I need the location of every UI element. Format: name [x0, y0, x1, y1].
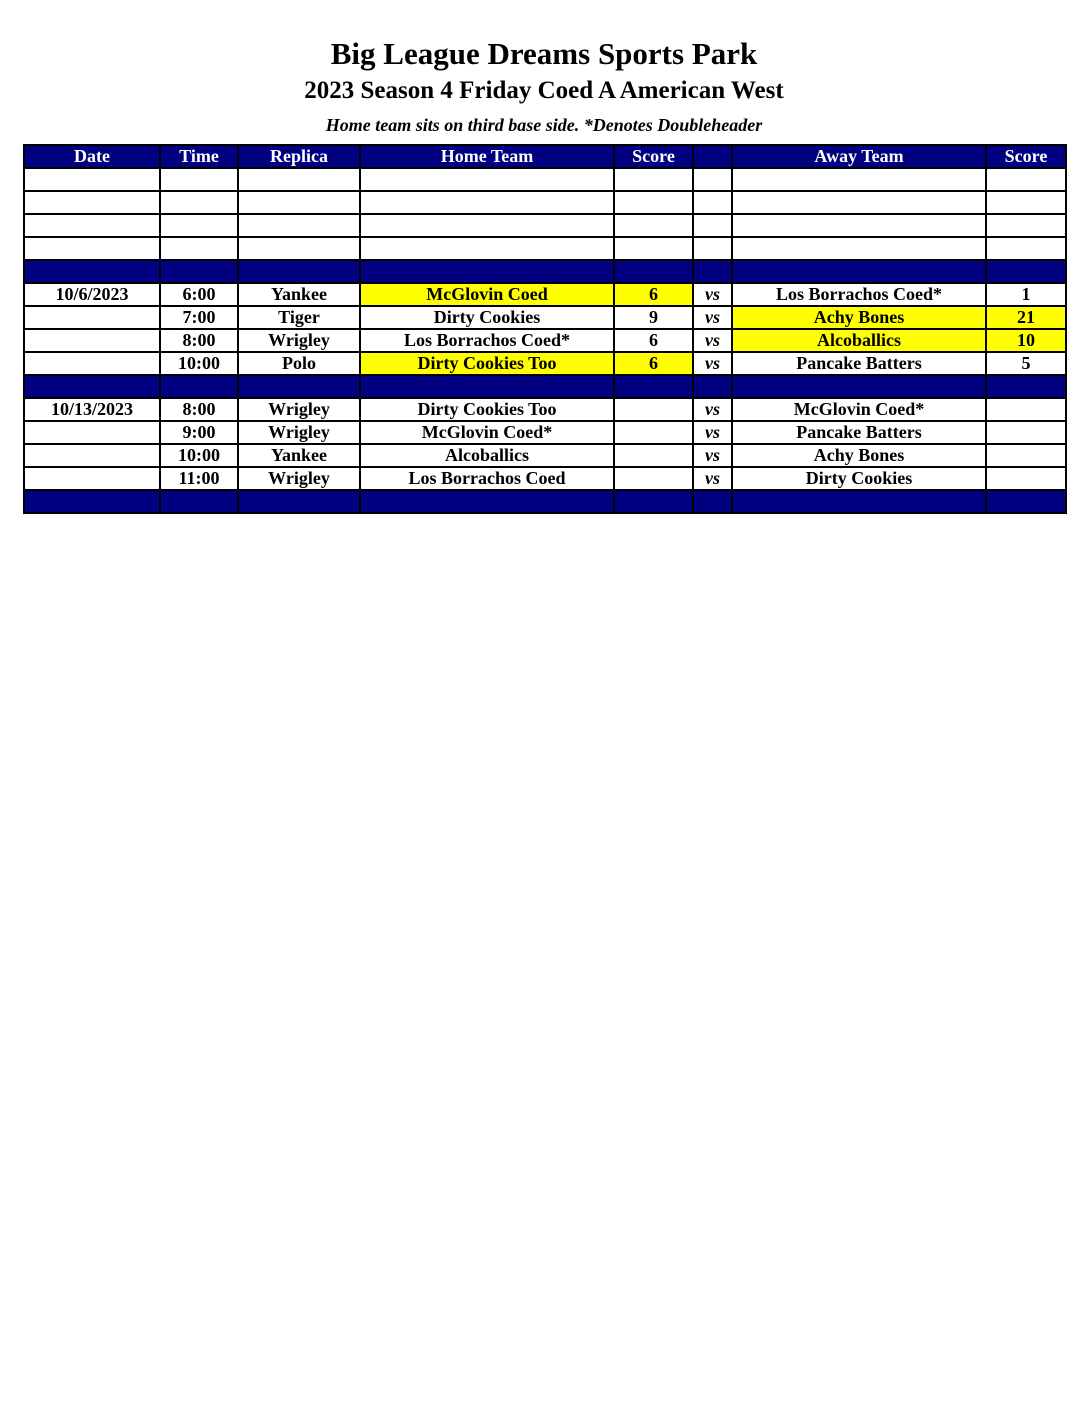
- away-score: 5: [986, 352, 1066, 375]
- vs-label: vs: [693, 306, 732, 329]
- game-date: [24, 306, 160, 329]
- col-home-score: Score: [614, 145, 693, 168]
- col-vs: [693, 145, 732, 168]
- game-replica: Wrigley: [238, 329, 360, 352]
- game-replica: Yankee: [238, 444, 360, 467]
- home-score: [614, 467, 693, 490]
- empty-row: [24, 168, 1066, 191]
- game-date: [24, 444, 160, 467]
- game-date: [24, 329, 160, 352]
- game-row: [24, 352, 1066, 375]
- vs-label: vs: [693, 352, 732, 375]
- col-away-score: Score: [986, 145, 1066, 168]
- game-date: [24, 467, 160, 490]
- col-date: Date: [24, 145, 160, 168]
- home-score: 9: [614, 306, 693, 329]
- away-score: 21: [986, 306, 1066, 329]
- game-replica: Tiger: [238, 306, 360, 329]
- game-row: [24, 329, 1066, 352]
- game-date: 10/6/2023: [24, 283, 160, 306]
- game-replica: Polo: [238, 352, 360, 375]
- away-team: Alcoballics: [732, 329, 986, 352]
- page-title: Big League Dreams Sports Park: [330, 36, 758, 71]
- col-time: Time: [160, 145, 238, 168]
- away-team: Dirty Cookies: [732, 467, 986, 490]
- game-row: [24, 421, 1066, 444]
- game-time: 9:00: [160, 421, 238, 444]
- away-team: Pancake Batters: [732, 352, 986, 375]
- header-row: [24, 145, 1066, 168]
- empty-row: [24, 237, 1066, 260]
- game-date: [24, 352, 160, 375]
- home-score: 6: [614, 329, 693, 352]
- game-replica: Yankee: [238, 283, 360, 306]
- game-time: 8:00: [160, 398, 238, 421]
- separator-row: [24, 260, 1066, 283]
- home-score: 6: [614, 283, 693, 306]
- home-score: [614, 421, 693, 444]
- game-time: 7:00: [160, 306, 238, 329]
- away-score: [986, 398, 1066, 421]
- vs-label: vs: [693, 444, 732, 467]
- game-time: 8:00: [160, 329, 238, 352]
- away-team: Achy Bones: [732, 306, 986, 329]
- home-score: [614, 398, 693, 421]
- game-row: [24, 444, 1066, 467]
- away-score: [986, 444, 1066, 467]
- game-replica: Wrigley: [238, 467, 360, 490]
- away-score: [986, 467, 1066, 490]
- vs-label: vs: [693, 398, 732, 421]
- game-time: 10:00: [160, 444, 238, 467]
- home-team: McGlovin Coed*: [360, 421, 614, 444]
- home-team: Los Borrachos Coed: [360, 467, 614, 490]
- away-score: 1: [986, 283, 1066, 306]
- game-row: [24, 306, 1066, 329]
- separator-row: [24, 375, 1066, 398]
- home-score: 6: [614, 352, 693, 375]
- game-time: 10:00: [160, 352, 238, 375]
- vs-label: vs: [693, 283, 732, 306]
- home-team: Alcoballics: [360, 444, 614, 467]
- game-replica: Wrigley: [238, 421, 360, 444]
- vs-label: vs: [693, 329, 732, 352]
- col-away-team: Away Team: [732, 145, 986, 168]
- game-date: 10/13/2023: [24, 398, 160, 421]
- home-team: McGlovin Coed: [360, 283, 614, 306]
- game-row: [24, 398, 1066, 421]
- vs-label: vs: [693, 421, 732, 444]
- game-row: [24, 283, 1066, 306]
- game-time: 11:00: [160, 467, 238, 490]
- separator-row: [24, 490, 1066, 513]
- home-team: Dirty Cookies Too: [360, 398, 614, 421]
- away-score: 10: [986, 329, 1066, 352]
- game-date: [24, 421, 160, 444]
- away-team: Los Borrachos Coed*: [732, 283, 986, 306]
- game-time: 6:00: [160, 283, 238, 306]
- away-team: McGlovin Coed*: [732, 398, 986, 421]
- page-note: Home team sits on third base side. *Denotes Doubleheader: [325, 115, 763, 135]
- home-score: [614, 444, 693, 467]
- home-team: Los Borrachos Coed*: [360, 329, 614, 352]
- vs-label: vs: [693, 467, 732, 490]
- schedule-table: [23, 144, 1067, 514]
- away-score: [986, 421, 1066, 444]
- empty-row: [24, 214, 1066, 237]
- col-replica: Replica: [238, 145, 360, 168]
- empty-row: [24, 191, 1066, 214]
- game-row: [24, 467, 1066, 490]
- page-subtitle: 2023 Season 4 Friday Coed A American West: [304, 77, 784, 104]
- away-team: Pancake Batters: [732, 421, 986, 444]
- col-home-team: Home Team: [360, 145, 614, 168]
- home-team: Dirty Cookies Too: [360, 352, 614, 375]
- home-team: Dirty Cookies: [360, 306, 614, 329]
- away-team: Achy Bones: [732, 444, 986, 467]
- game-replica: Wrigley: [238, 398, 360, 421]
